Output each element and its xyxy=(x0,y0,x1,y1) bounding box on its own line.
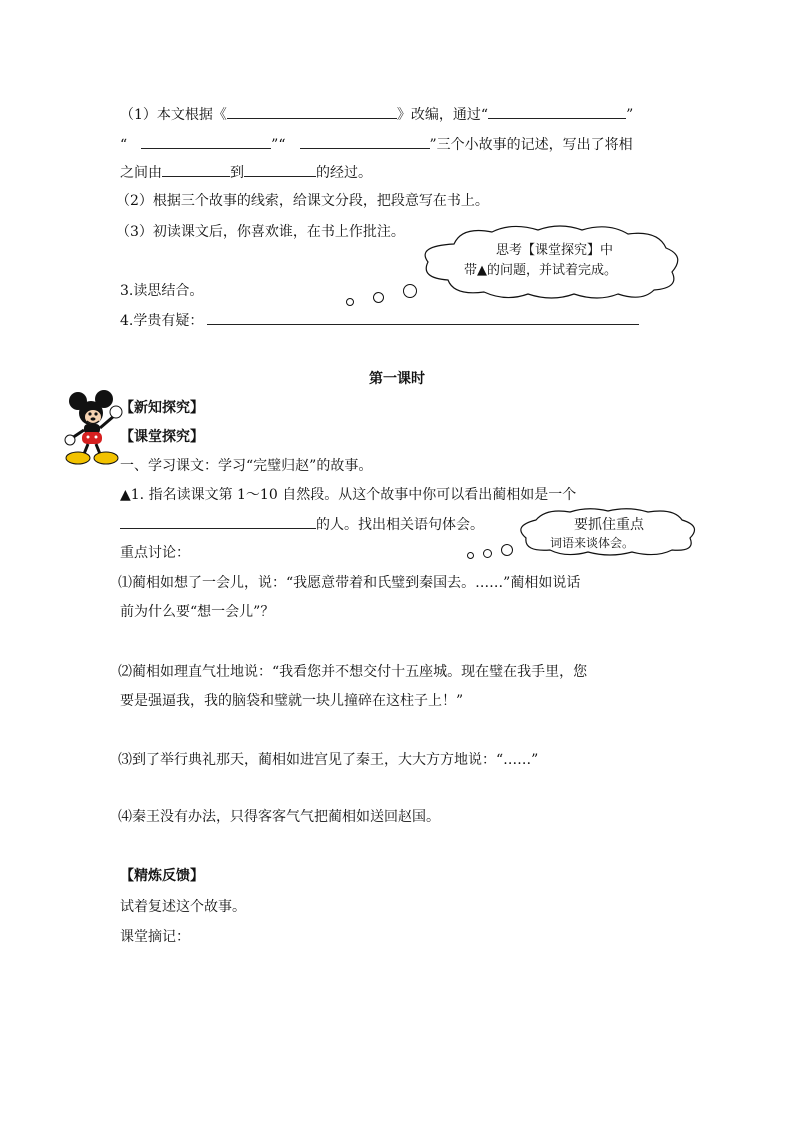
point1-line1: ⑴蔺相如想了一会儿，说：“我愿意带着和氏璧到秦国去。……”蔺相如说话 xyxy=(118,575,581,591)
source-book-blank[interactable] xyxy=(227,104,397,119)
thought-bubble-large-2 xyxy=(501,544,513,556)
retell-task: 试着复述这个故事。 xyxy=(120,899,246,915)
item1-text-e: ”“ xyxy=(271,137,286,153)
prep-item1-line3 xyxy=(120,162,372,183)
thought-bubble-medium-2 xyxy=(483,549,492,558)
thought-bubble-medium xyxy=(373,292,384,303)
relation-to-blank[interactable] xyxy=(244,162,316,177)
point3: ⑶到了举行典礼那天，蔺相如进宫见了秦王，大大方方地说：“……” xyxy=(118,752,539,768)
story1-blank[interactable] xyxy=(488,104,626,119)
item1-text-g: 之间由 xyxy=(120,165,162,181)
question1-text-b: 的人。找出相关语句体会。 xyxy=(316,517,484,533)
question1-line1: ▲1. 指名读课文第 1～10 自然段。从这个故事中你可以看出蔺相如是一个 xyxy=(120,487,577,503)
prep-item3: （3）初读课文后，你喜欢谁，在书上作批注。 xyxy=(116,224,405,240)
question-label: 4.学贵有疑： xyxy=(120,313,204,329)
prep-item5 xyxy=(120,310,639,331)
cloud2-line2: 词语来谈体会。 xyxy=(550,536,635,550)
prep-item1-line2 xyxy=(120,134,633,155)
item1-text-f: ”三个小故事的记述，写出了将相 xyxy=(429,137,633,153)
thought-bubble-small xyxy=(346,298,354,306)
thought-cloud-tip xyxy=(414,222,686,302)
item1-text-i: 的经过。 xyxy=(316,165,372,181)
question1-line2 xyxy=(120,514,484,535)
point4: ⑷秦王没有办法，只得客客气气把蔺相如送回赵国。 xyxy=(118,809,440,825)
class-explore-heading: 【课堂探究】 xyxy=(120,429,204,445)
thought-bubble-small-2 xyxy=(467,552,474,559)
discussion-label: 重点讨论： xyxy=(120,545,190,561)
thought-cloud-hint xyxy=(512,506,702,556)
task-one: 一、学习课文：学习“完璧归赵”的故事。 xyxy=(120,458,373,474)
cloud2-line1: 要抓住重点 xyxy=(574,517,644,533)
cloud1-line2: 带▲的问题，并试着完成。 xyxy=(464,263,617,278)
point2-line2: 要是强逼我，我的脑袋和璧就一块儿撞碎在这柱子上！” xyxy=(120,693,464,709)
new-knowledge-heading: 【新知探究】 xyxy=(120,400,204,416)
person-trait-blank[interactable] xyxy=(120,514,316,529)
story2-blank[interactable] xyxy=(141,134,271,149)
mickey-mascot-icon xyxy=(62,390,126,468)
point2-line1: ⑵蔺相如理直气壮地说：“我看您并不想交付十五座城。现在璧在我手里，您 xyxy=(118,664,588,680)
item1-text-a: （1）本文根据《 xyxy=(120,107,227,123)
item1-text-d: “ xyxy=(120,137,128,153)
lesson-title: 第一课时 xyxy=(369,371,425,387)
prep-item2: （2）根据三个故事的线索，给课文分段，把段意写在书上。 xyxy=(116,193,489,209)
prep-item1-line1 xyxy=(120,104,633,125)
item1-text-h: 到 xyxy=(230,165,244,181)
thought-bubble-large xyxy=(403,284,417,298)
point1-line2: 前为什么要“想一会儿”？ xyxy=(120,604,275,620)
feedback-heading: 【精炼反馈】 xyxy=(120,868,204,884)
story3-blank[interactable] xyxy=(300,134,430,149)
prep-item4: 3.读思结合。 xyxy=(120,283,204,299)
item1-text-b: 》改编，通过“ xyxy=(396,107,489,123)
question-blank[interactable] xyxy=(207,310,639,325)
item1-text-c: ” xyxy=(626,107,634,123)
cloud1-line1: 思考【课堂探究】中 xyxy=(496,243,614,258)
relation-from-blank[interactable] xyxy=(162,162,230,177)
class-notes-label: 课堂摘记： xyxy=(120,929,190,945)
